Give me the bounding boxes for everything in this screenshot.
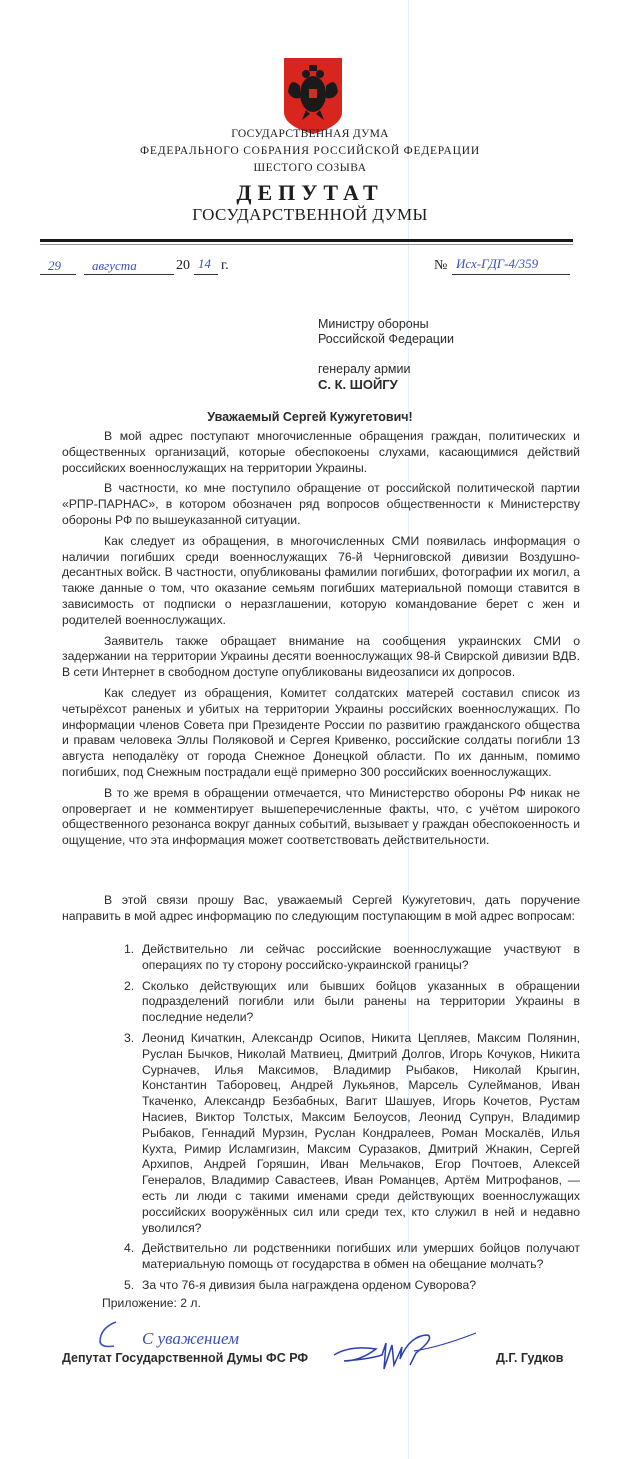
addressee-line-3: генералу армии <box>318 362 411 376</box>
svg-text:С уважением: С уважением <box>142 1329 239 1348</box>
date-year-underline <box>194 274 218 275</box>
reference-label: № <box>434 258 448 273</box>
paragraph: Как следует из обращения, в многочисленных СМИ появилась информация о наличии погибших среди военнослужащих 76-й Черниговской дивизии Воздушно-десантных войск. В частности, опубликованы фамилии погибших, фотографии их могил, а также данные о том, что оказание семьям погибших материальной помощи ставится в зависимость от подписки о неразглашении, которую командование берет с жен и родителей военнослужащих. <box>62 533 580 627</box>
date-month: августа <box>92 258 137 273</box>
reference-underline <box>452 274 570 275</box>
paragraph: Заявитель также обращает внимание на сообщения украинских СМИ о задержании на территории Украины десяти военнослужащих 98-й Свирской дивизии ВДВ. В сети Интернет в свободном доступе опубликованы видеозаписи их допросов. <box>62 633 580 680</box>
handwritten-closing-icon <box>96 1318 286 1354</box>
addressee-block <box>318 317 454 392</box>
question-item: 4. Действительно ли родственники погибших или умерших бойцов получают материальную помощь от государства в обмен на обещание молчать? <box>124 1241 580 1272</box>
addressee-line-2: Российской Федерации <box>318 332 454 346</box>
question-item: 2. Сколько действующих или бывших бойцов указанных в обращении подразделений погибли или были ранены на территории Украины в последние недели? <box>124 978 580 1025</box>
letter-body <box>62 429 580 854</box>
date-day: 29 <box>48 258 61 273</box>
addressee-line-1: Министру обороны <box>318 317 429 331</box>
questions-list <box>124 942 580 1299</box>
date-year-prefix: 20 <box>176 258 190 273</box>
question-item: 5. За что 76-я дивизия была награждена орденом Суворова? <box>124 1277 477 1292</box>
paragraph: В мой адрес поступают многочисленные обращения граждан, политических и общественных организаций, которые обеспокоены слухами, касающимися действий российских военнослужащих на территории Украины. <box>62 429 580 475</box>
letterhead-subtitle: ГОСУДАРСТВЕННОЙ ДУМЫ <box>192 205 428 224</box>
letterhead-line-3: ШЕСТОГО СОЗЫВА <box>253 162 367 174</box>
signature-icon <box>330 1325 480 1375</box>
salutation: Уважаемый Сергей Кужугетович! <box>207 410 413 424</box>
reference-number: Исх-ГДГ-4/359 <box>456 256 539 271</box>
paragraph: Как следует из обращения, Комитет солдатских матерей составил список из четырёхсот раненых и убитых на территории Украины российских военнослужащих. По информации членов Совета при Президенте России по развитию гражданского общества и правам человека Эллы Поляковой и Сергея Кривенко, российские солдаты погибли 13 августа неподалёку от города Снежное Донецкой области. По их данным, помимо погибших, под Снежным пострадали ещё примерно 300 российских военнослужащих. <box>62 685 580 779</box>
signature-name: Д.Г. Гудков <box>496 1351 564 1365</box>
letterhead-line-2: ФЕДЕРАЛЬНОГО СОБРАНИЯ РОССИЙСКОЙ ФЕДЕРАЦИИ <box>140 145 480 157</box>
question-item: 1. Действительно ли сейчас российские военнослужащие участвуют в операциях по ту сторону российско-украинской границы? <box>124 942 580 972</box>
letterhead-line-1: ГОСУДАРСТВЕННАЯ ДУМА <box>231 128 389 140</box>
request-paragraph: В этой связи прошу Вас, уважаемый Сергей Кужугетович, дать поручение направить в мой адрес информацию по следующим поступающим в мой адрес вопросам: <box>62 893 580 923</box>
coat-of-arms-icon <box>282 56 344 136</box>
date-year-suffix: 14 <box>198 256 211 271</box>
signature-title: Депутат Государственной Думы ФС РФ <box>62 1351 309 1365</box>
header-rule-thin <box>40 244 573 245</box>
letterhead-title: ДЕПУТАТ <box>236 180 384 205</box>
header-rule-thick <box>40 239 573 242</box>
attachment-note: Приложение: 2 л. <box>102 1296 201 1310</box>
paragraph: В частности, ко мне поступило обращение от российской политической партии «РПР-ПАРНАС», в котором обозначен ряд вопросов общественности к Министерству обороны РФ по вышеуказанной ситуации. <box>62 481 580 527</box>
paragraph: В то же время в обращении отмечается, что Министерство обороны РФ никак не опровергает и не комментирует вышеперечисленные факты, что, с учётом широкого общественного резонанса вокруг данных событий, вызывает у граждан обеспокоенность и ощущение, что эта информация может соответствовать действительности. <box>62 785 580 848</box>
question-item: 3. Леонид Кичаткин, Александр Осипов, Никита Цепляев, Максим Полянин, Руслан Бычков, Николай Матвиец, Дмитрий Долгов, Игорь Кочуков, Никита Сурначев, Илья Максимов, Владимир Рыбаков, Николай Крыгин, Константин Таборовец, Андрей Лукьянов, Марсель Сулейманов, Иван Ткаченко, Александр Безбабных, Вагит Шашуев, Игорь Кочетов, Рустам Насиев, Виктор Толстых, Максим Белоусов, Леонид Супрун, Владимир Рыбаков, Геннадий Мурзин, Руслан Кондралеев, Роман Москалёв, Илья Кухта, Римир Исламгизин, Максим Суразаков, Дмитрий Жнакин, Сергей Архипов, Андрей Горяшин, Иван Мельчаков, Егор Почтоев, Алексей Генералов, Владимир Савастеев, Иван Романцев, Артём Митрофанов, — есть ли люди с такими именами среди действующих военнослужащих российских вооружённых сил или среди тех, кто служил в ней и недавно уволился? <box>124 1030 580 1235</box>
addressee-name: С. К. ШОЙГУ <box>318 377 398 392</box>
date-year-mark: г. <box>221 258 229 273</box>
date-month-underline <box>84 274 174 275</box>
request-block <box>62 893 580 930</box>
date-day-underline <box>40 274 76 275</box>
